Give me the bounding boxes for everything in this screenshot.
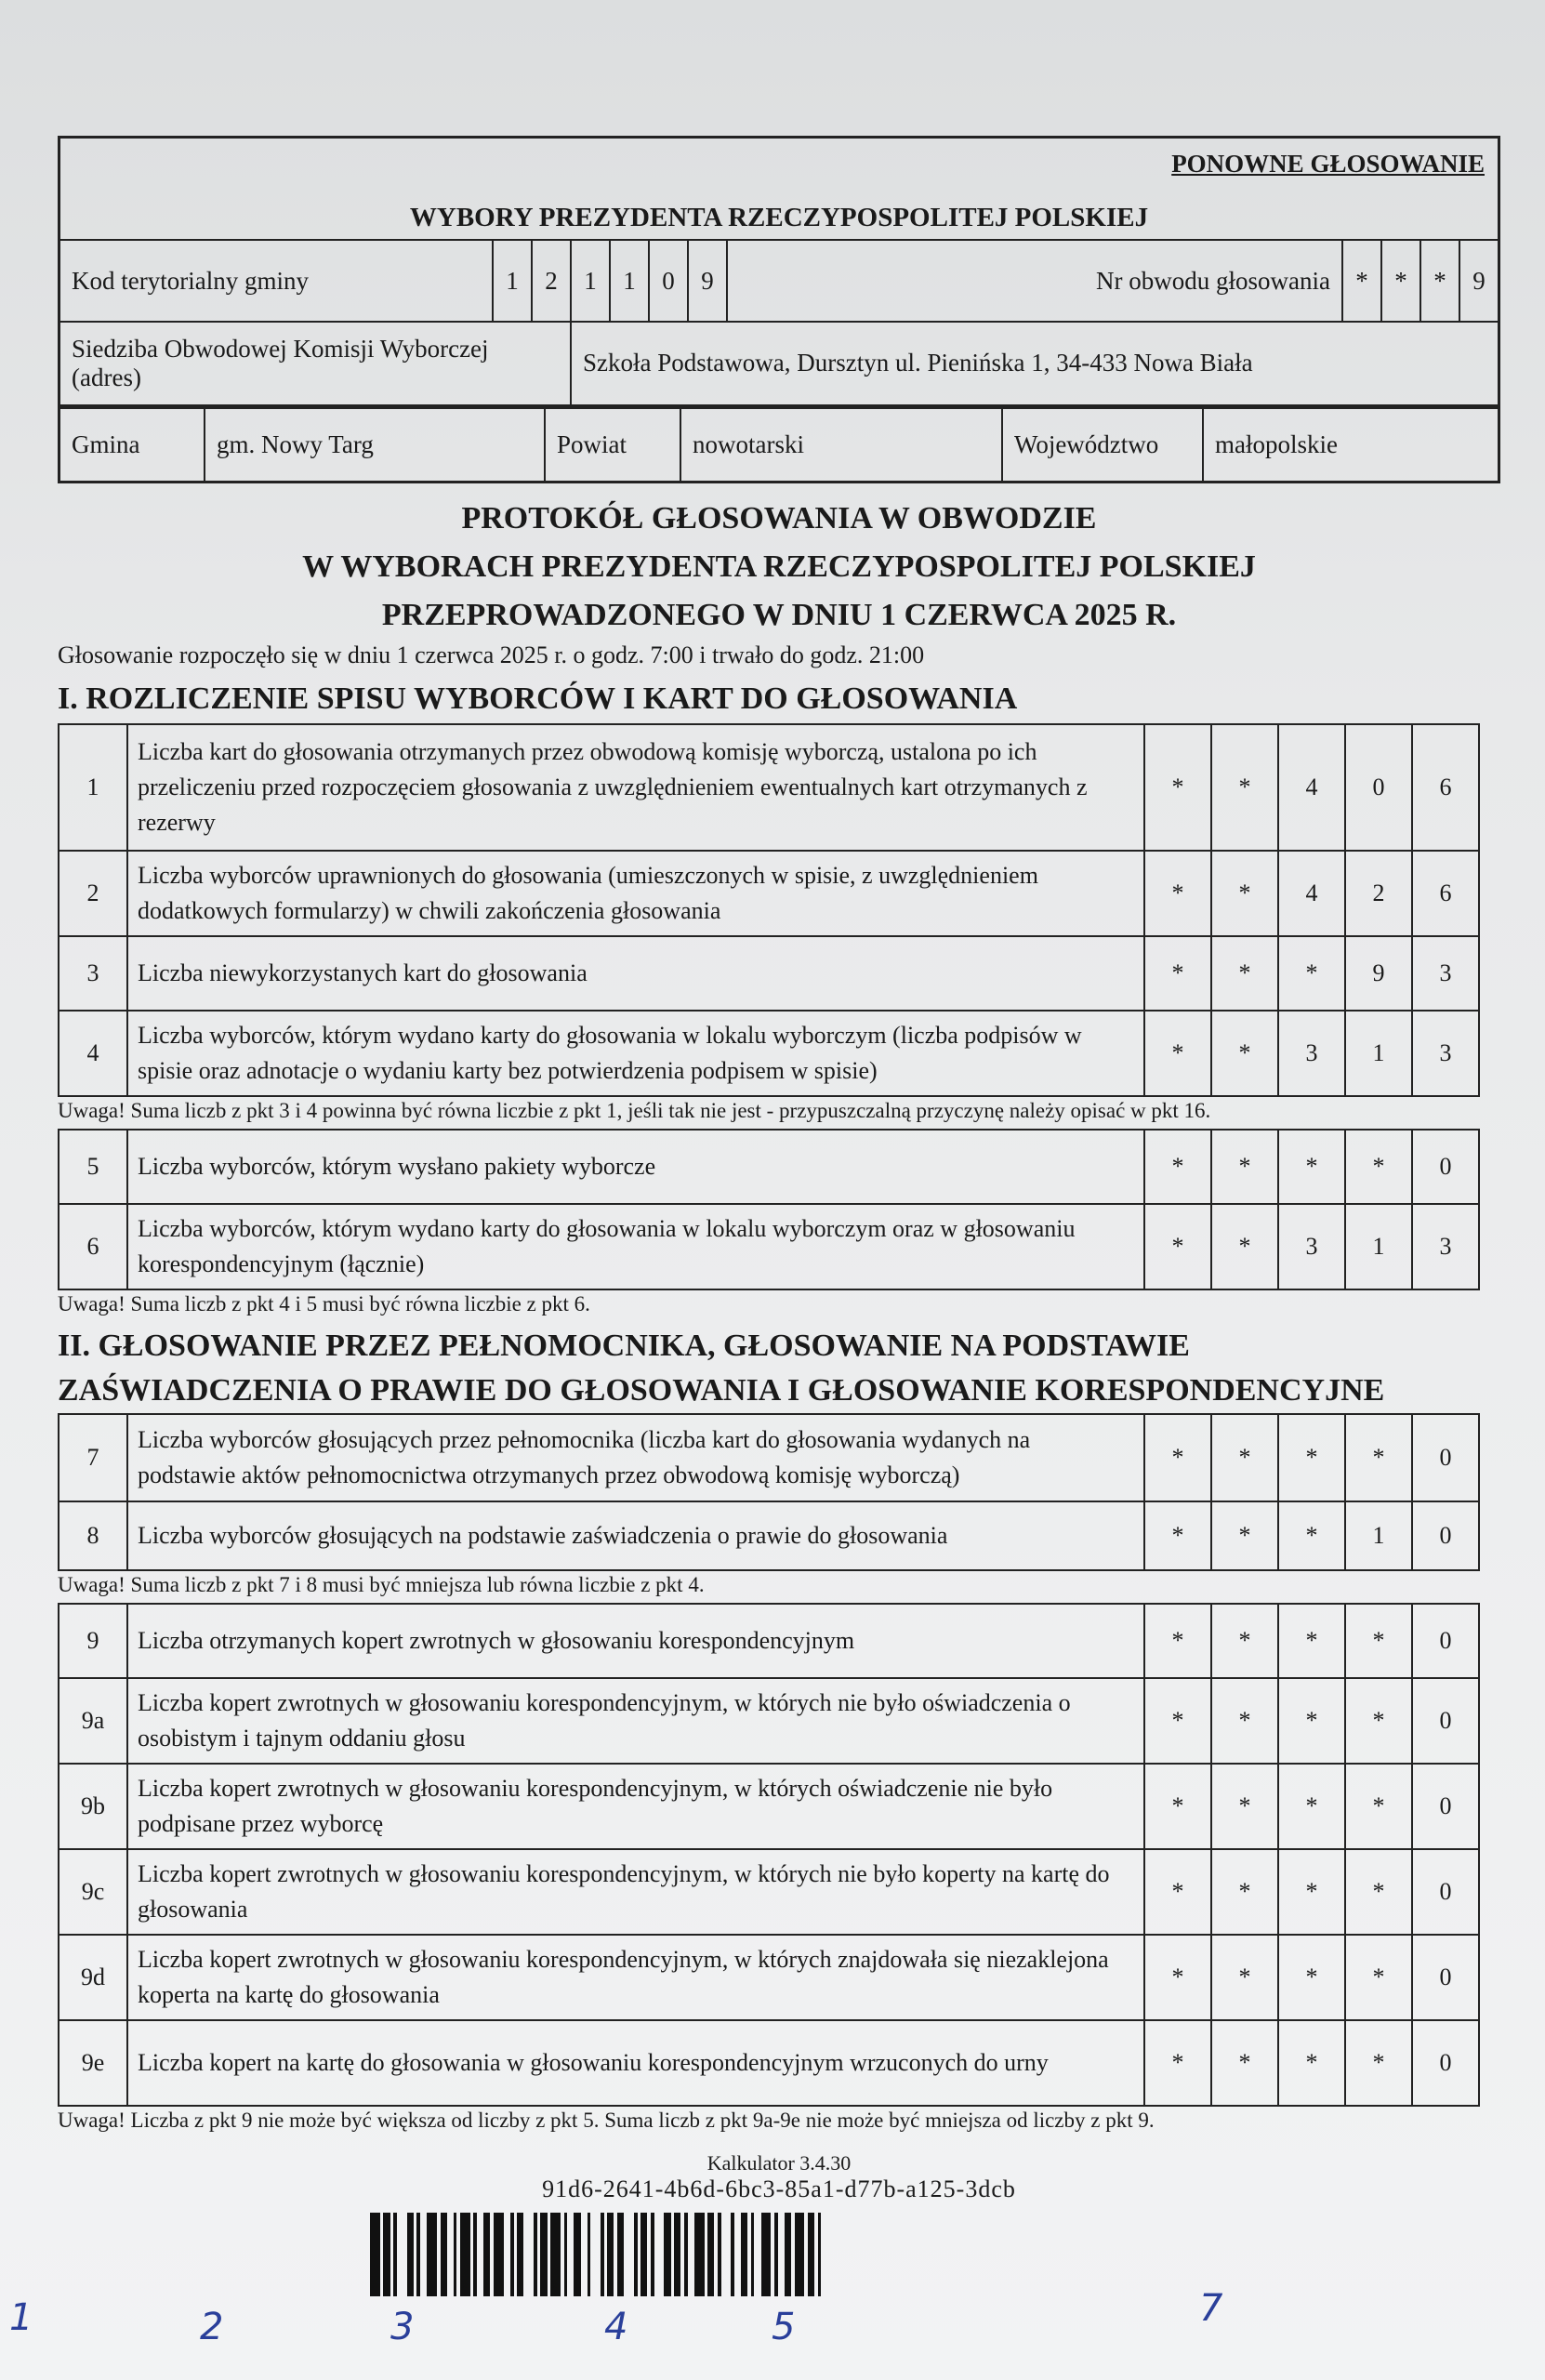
wojewodztwo-label: Województwo: [1002, 408, 1203, 483]
table-row: [59, 1849, 1479, 1935]
digit-box: 4: [1278, 851, 1345, 936]
table-row: [59, 1501, 1479, 1570]
digit-box: 1: [1345, 1204, 1412, 1289]
protocol-sheet: [58, 136, 1500, 2296]
digit-box: *: [1345, 1935, 1412, 2020]
digit-box: 2: [1345, 851, 1412, 936]
digit-box: *: [1278, 936, 1345, 1011]
table-row: [59, 1130, 1479, 1204]
row-description: Liczba wyborców, którym wysłano pakiety wyborcze: [127, 1130, 1144, 1204]
digit-box: *: [1211, 1204, 1278, 1289]
digit-box: 6: [1412, 851, 1479, 936]
obwod-digit: *: [1381, 240, 1420, 322]
location-table: [58, 407, 1500, 484]
digit-box: *: [1278, 2020, 1345, 2106]
digit-box: *: [1278, 1414, 1345, 1501]
protocol-title-line: W WYBORACH PREZYDENTA RZECZYPOSPOLITEJ POLSKIEJ: [302, 549, 1256, 584]
row-number: 2: [59, 851, 127, 936]
handwritten-mark: 3: [390, 2306, 415, 2348]
digit-box: *: [1144, 1501, 1211, 1570]
digit-box: *: [1211, 1935, 1278, 2020]
kod-digit: 0: [649, 240, 688, 322]
calculator-version: Kalkulator 3.4.30: [706, 2151, 852, 2175]
handwritten-mark: 1: [9, 2296, 33, 2339]
section-2-note-a: Uwaga! Suma liczb z pkt 7 i 8 musi być mniejsza lub równa liczbie z pkt 4.: [58, 1573, 705, 1596]
digit-box: *: [1211, 724, 1278, 851]
section-2-title-line: II. GŁOSOWANIE PRZEZ PEŁNOMOCNIKA, GŁOSOWANIE NA PODSTAWIE: [58, 1329, 1190, 1363]
row-number: 6: [59, 1204, 127, 1289]
digit-box: *: [1278, 1678, 1345, 1764]
obwod-label: Nr obwodu głosowania: [727, 240, 1342, 322]
kod-label: Kod terytorialny gminy: [59, 240, 494, 322]
digit-box: *: [1144, 724, 1211, 851]
siedziba-value: Szkoła Podstawowa, Dursztyn ul. Pienińska 1, 34-433 Nowa Biała: [571, 322, 1499, 405]
table-row: [59, 1604, 1479, 1678]
gmina-label: Gmina: [59, 408, 205, 483]
row-description: Liczba wyborców, którym wydano karty do głosowania w lokalu wyborczym oraz w głosowaniu korespondencyjnym (łącznie): [127, 1204, 1144, 1289]
section-1-table-b: [58, 1129, 1480, 1290]
section-1-note-a: Uwaga! Suma liczb z pkt 3 i 4 powinna być równa liczbie z pkt 1, jeśli tak nie jest - przypuszczalną przyczynę należy opisać w pkt 16.: [58, 1099, 1211, 1122]
row-description: Liczba wyborców uprawnionych do głosowania (umieszczonych w spisie, z uwzględnieniem dodatkowych formularzy) w chwili zakończenia głosowania: [127, 851, 1144, 936]
row-number: 9d: [59, 1935, 127, 2020]
protocol-title-line: PRZEPROWADZONEGO W DNIU 1 CZERWCA 2025 R.: [381, 598, 1177, 632]
row-description: Liczba kopert na kartę do głosowania w głosowaniu korespondencyjnym wrzuconych do urny: [127, 2020, 1144, 2106]
digit-box: *: [1345, 1678, 1412, 1764]
gmina-value: gm. Nowy Targ: [205, 408, 545, 483]
digit-box: *: [1144, 1935, 1211, 2020]
digit-box: 4: [1278, 724, 1345, 851]
digit-box: *: [1211, 851, 1278, 936]
kod-digit: 9: [688, 240, 727, 322]
digit-box: 0: [1412, 1849, 1479, 1935]
powiat-label: Powiat: [545, 408, 680, 483]
row-description: Liczba wyborców głosujących na podstawie zaświadczenia o prawie do głosowania: [127, 1501, 1144, 1570]
digit-box: *: [1345, 1849, 1412, 1935]
digit-box: 3: [1412, 936, 1479, 1011]
handwritten-mark: 5: [772, 2306, 796, 2348]
digit-box: *: [1345, 1414, 1412, 1501]
digit-box: 1: [1345, 1011, 1412, 1096]
table-row: [59, 851, 1479, 936]
section-2-note-b: Uwaga! Liczba z pkt 9 nie może być większa od liczby z pkt 5. Suma liczb z pkt 9a-9e nie może być mniejsza od liczby z pkt 9.: [58, 2109, 1155, 2132]
protocol-title-line: PROTOKÓŁ GŁOSOWANIA W OBWODZIE: [461, 501, 1097, 536]
kod-digit: 1: [493, 240, 532, 322]
digit-box: *: [1144, 1204, 1211, 1289]
digit-box: *: [1211, 1604, 1278, 1678]
row-description: Liczba niewykorzystanych kart do głosowania: [127, 936, 1144, 1011]
kod-digit: 1: [610, 240, 649, 322]
row-number: 9c: [59, 1849, 127, 1935]
digit-box: *: [1144, 1764, 1211, 1849]
digit-box: 0: [1345, 724, 1412, 851]
digit-box: 0: [1412, 1130, 1479, 1204]
digit-box: 6: [1412, 724, 1479, 851]
row-number: 7: [59, 1414, 127, 1501]
digit-box: *: [1278, 1604, 1345, 1678]
digit-box: *: [1278, 1764, 1345, 1849]
obwod-digit: 9: [1459, 240, 1499, 322]
digit-box: 1: [1345, 1501, 1412, 1570]
digit-box: *: [1345, 2020, 1412, 2106]
row-description: Liczba kart do głosowania otrzymanych przez obwodową komisję wyborczą, ustalona po ich przeliczeniu przed rozpoczęciem głosowania z uwzględnieniem ewentualnych kart otrzymanych z rezerwy: [127, 724, 1144, 851]
digit-box: 0: [1412, 1501, 1479, 1570]
voting-start-line: Głosowanie rozpoczęło się w dniu 1 czerwca 2025 r. o godz. 7:00 i trwało do godz. 21:00: [58, 641, 925, 668]
section-2-title-line: ZAŚWIADCZENIA O PRAWIE DO GŁOSOWANIA I GŁOSOWANIE KORESPONDENCYJNE: [58, 1373, 1385, 1408]
digit-box: *: [1278, 1849, 1345, 1935]
row-description: Liczba kopert zwrotnych w głosowaniu korespondencyjnym, w których nie było koperty na kartę do głosowania: [127, 1849, 1144, 1935]
digit-box: *: [1144, 1414, 1211, 1501]
table-row: [59, 724, 1479, 851]
digit-box: 0: [1412, 1935, 1479, 2020]
digit-box: *: [1144, 851, 1211, 936]
digit-box: 0: [1412, 1414, 1479, 1501]
handwritten-mark: 4: [604, 2306, 628, 2348]
digit-box: *: [1144, 1130, 1211, 1204]
document-code: 91d6-2641-4b6d-6bc3-85a1-d77b-a125-3dcb: [542, 2175, 1016, 2202]
digit-box: *: [1211, 936, 1278, 1011]
row-number: 9: [59, 1604, 127, 1678]
digit-box: 9: [1345, 936, 1412, 1011]
table-row: [59, 1935, 1479, 2020]
digit-box: *: [1211, 1849, 1278, 1935]
row-description: Liczba otrzymanych kopert zwrotnych w głosowaniu korespondencyjnym: [127, 1604, 1144, 1678]
powiat-value: nowotarski: [680, 408, 1002, 483]
row-description: Liczba kopert zwrotnych w głosowaniu korespondencyjnym, w których znajdowała się niezaklejona koperta na kartę do głosowania: [127, 1935, 1144, 2020]
row-number: 9b: [59, 1764, 127, 1849]
table-row: [59, 1764, 1479, 1849]
digit-box: *: [1144, 1849, 1211, 1935]
row-number: 1: [59, 724, 127, 851]
table-row: [59, 1204, 1479, 1289]
section-2-title: [58, 1324, 1500, 1413]
digit-box: 3: [1412, 1204, 1479, 1289]
section-2-table-b: [58, 1603, 1480, 2107]
digit-box: *: [1211, 1011, 1278, 1096]
row-description: Liczba kopert zwrotnych w głosowaniu korespondencyjnym, w których oświadczenie nie było podpisane przez wyborcę: [127, 1764, 1144, 1849]
digit-box: 0: [1412, 1604, 1479, 1678]
digit-box: *: [1211, 1678, 1278, 1764]
digit-box: 0: [1412, 1764, 1479, 1849]
header-table: [58, 136, 1500, 407]
ponowne-label: PONOWNE GŁOSOWANIE: [1171, 150, 1485, 178]
digit-box: 3: [1278, 1011, 1345, 1096]
digit-box: *: [1211, 1130, 1278, 1204]
table-row: [59, 1414, 1479, 1501]
kod-digit: 1: [571, 240, 610, 322]
handwritten-mark: 2: [200, 2306, 224, 2348]
section-1-note-b: Uwaga! Suma liczb z pkt 4 i 5 musi być równa liczbie z pkt 6.: [58, 1292, 590, 1316]
row-description: Liczba wyborców, którym wydano karty do głosowania w lokalu wyborczym (liczba podpisów w spisie oraz adnotacje o wydaniu karty bez potwierdzenia podpisem w spisie): [127, 1011, 1144, 1096]
protocol-title: [58, 495, 1500, 640]
digit-box: 0: [1412, 1678, 1479, 1764]
digit-box: *: [1211, 1414, 1278, 1501]
digit-box: 3: [1278, 1204, 1345, 1289]
digit-box: *: [1278, 1130, 1345, 1204]
siedziba-label: Siedziba Obwodowej Komisji Wyborczej (adres): [59, 322, 572, 405]
digit-box: *: [1144, 1011, 1211, 1096]
row-number: 4: [59, 1011, 127, 1096]
digit-box: *: [1345, 1130, 1412, 1204]
row-number: 9e: [59, 2020, 127, 2106]
row-number: 3: [59, 936, 127, 1011]
row-description: Liczba wyborców głosujących przez pełnomocnika (liczba kart do głosowania wydanych na podstawie aktów pełnomocnictwa otrzymanych przez obwodową komisję wyborczą): [127, 1414, 1144, 1501]
table-row: [59, 1678, 1479, 1764]
digit-box: *: [1144, 1604, 1211, 1678]
obwod-digit: *: [1342, 240, 1381, 322]
section-2-table-a: [58, 1413, 1480, 1571]
row-number: 5: [59, 1130, 127, 1204]
digit-box: 3: [1412, 1011, 1479, 1096]
handwritten-mark: 7: [1199, 2287, 1223, 2330]
election-title: WYBORY PREZYDENTA RZECZYPOSPOLITEJ POLSKIEJ: [409, 203, 1149, 232]
digit-box: *: [1144, 2020, 1211, 2106]
section-1-title: I. ROZLICZENIE SPISU WYBORCÓW I KART DO GŁOSOWANIA: [58, 681, 1018, 716]
header-title-cell: [59, 138, 1499, 241]
table-row: [59, 1011, 1479, 1096]
digit-box: *: [1211, 2020, 1278, 2106]
digit-box: 0: [1412, 2020, 1479, 2106]
row-description: Liczba kopert zwrotnych w głosowaniu korespondencyjnym, w których nie było oświadczenia o osobistym i tajnym oddaniu głosu: [127, 1678, 1144, 1764]
kod-digit: 2: [532, 240, 571, 322]
digit-box: *: [1144, 1678, 1211, 1764]
obwod-digit: *: [1420, 240, 1459, 322]
digit-box: *: [1144, 936, 1211, 1011]
row-number: 9a: [59, 1678, 127, 1764]
table-row: [59, 936, 1479, 1011]
digit-box: *: [1211, 1764, 1278, 1849]
row-number: 8: [59, 1501, 127, 1570]
digit-box: *: [1211, 1501, 1278, 1570]
wojewodztwo-value: małopolskie: [1203, 408, 1499, 483]
digit-box: *: [1345, 1764, 1412, 1849]
handwritten-notes: [0, 2278, 1545, 2380]
digit-box: *: [1278, 1935, 1345, 2020]
digit-box: *: [1345, 1604, 1412, 1678]
digit-box: *: [1278, 1501, 1345, 1570]
section-1-table-a: [58, 723, 1480, 1097]
table-row: [59, 2020, 1479, 2106]
